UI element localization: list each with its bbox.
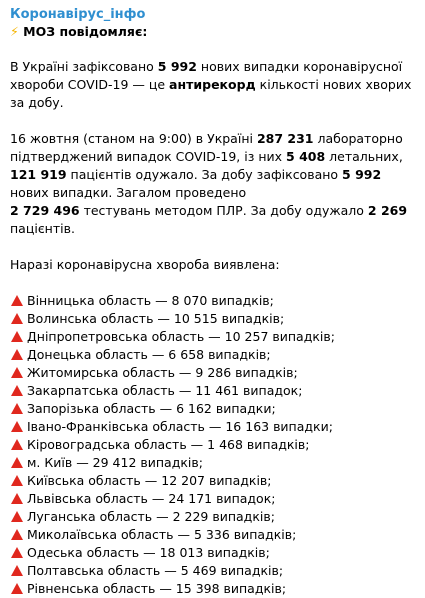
region-text: Волинська область — 10 515 випадків; <box>27 311 285 326</box>
lightning-icon: ⚡ <box>10 24 19 39</box>
tests-paragraph: 2 729 496 тестувань методом ПЛР. За добу одужало 2 269 пацієнтів. <box>10 203 408 236</box>
red-triangle-icon <box>11 367 23 378</box>
red-triangle-icon <box>11 385 23 396</box>
channel-name-link[interactable]: Коронавірус_інфо <box>10 7 146 22</box>
red-triangle-icon <box>11 421 23 432</box>
region-text: Донецька область — 6 658 випадків; <box>27 347 271 362</box>
region-text: Кіровоградська область — 1 468 випадків; <box>27 437 310 452</box>
intro-paragraph: В Україні зафіксовано 5 992 нових випадки коронавірусної хвороби COVID-19 — це антирекорд кількості нових хворих за добу. <box>10 59 412 110</box>
region-item <box>10 472 415 490</box>
message-header <box>10 23 415 41</box>
region-text: Дніпропетровська область — 10 257 випадків; <box>27 329 335 344</box>
red-triangle-icon <box>11 403 23 414</box>
red-triangle-icon <box>11 457 23 468</box>
region-item <box>10 292 415 310</box>
red-triangle-icon <box>11 331 23 342</box>
region-item <box>10 490 415 508</box>
region-text: Закарпатська область — 11 461 випадок; <box>27 383 303 398</box>
region-text: Запорізька область — 6 162 випадки; <box>27 401 276 416</box>
red-triangle-icon <box>11 547 23 558</box>
region-item <box>10 310 415 328</box>
region-text: Луганська область — 2 229 випадків; <box>27 509 275 524</box>
region-text: Одеська область — 18 013 випадків; <box>27 545 270 560</box>
region-item <box>10 382 415 400</box>
regions-heading: Наразі коронавірусна хвороба виявлена: <box>10 257 280 272</box>
region-item <box>10 562 415 580</box>
region-text: Івано-Франківська область — 16 163 випадки; <box>27 419 333 434</box>
region-text: Рівненська область — 15 398 випадків; <box>27 581 287 596</box>
red-triangle-icon <box>11 583 23 594</box>
red-triangle-icon <box>11 529 23 540</box>
region-item <box>10 436 415 454</box>
region-text: Київська область — 12 207 випадків; <box>27 473 272 488</box>
region-list <box>10 292 415 598</box>
region-text: Львівська область — 24 171 випадок; <box>27 491 276 506</box>
red-triangle-icon <box>11 475 23 486</box>
red-triangle-icon <box>11 511 23 522</box>
stats-paragraph: 16 жовтня (станом на 9:00) в Україні 287 231 лабораторно підтверджений випадок COVID-19, із них 5 408 летальних, 121 919 пацієнтів одужало. За добу зафіксовано 5 992 нових випадки. Загалом проведено <box>10 131 403 200</box>
red-triangle-icon <box>11 565 23 576</box>
region-item <box>10 328 415 346</box>
region-item <box>10 400 415 418</box>
region-item <box>10 364 415 382</box>
region-text: м. Київ — 29 412 випадків; <box>27 455 203 470</box>
region-text: Вінницька область — 8 070 випадків; <box>27 293 274 308</box>
region-text: Полтавська область — 5 469 випадків; <box>27 563 284 578</box>
red-triangle-icon <box>11 493 23 504</box>
region-item <box>10 544 415 562</box>
red-triangle-icon <box>11 439 23 450</box>
red-triangle-icon <box>11 295 23 306</box>
region-item <box>10 454 415 472</box>
header-text: МОЗ повідомляє: <box>23 24 148 39</box>
red-triangle-icon <box>11 349 23 360</box>
region-text: Миколаївська область — 5 336 випадків; <box>27 527 297 542</box>
region-item <box>10 346 415 364</box>
region-item <box>10 526 415 544</box>
red-triangle-icon <box>11 313 23 324</box>
region-text: Житомирська область — 9 286 випадків; <box>27 365 298 380</box>
region-item <box>10 418 415 436</box>
region-item <box>10 508 415 526</box>
region-item <box>10 580 415 598</box>
